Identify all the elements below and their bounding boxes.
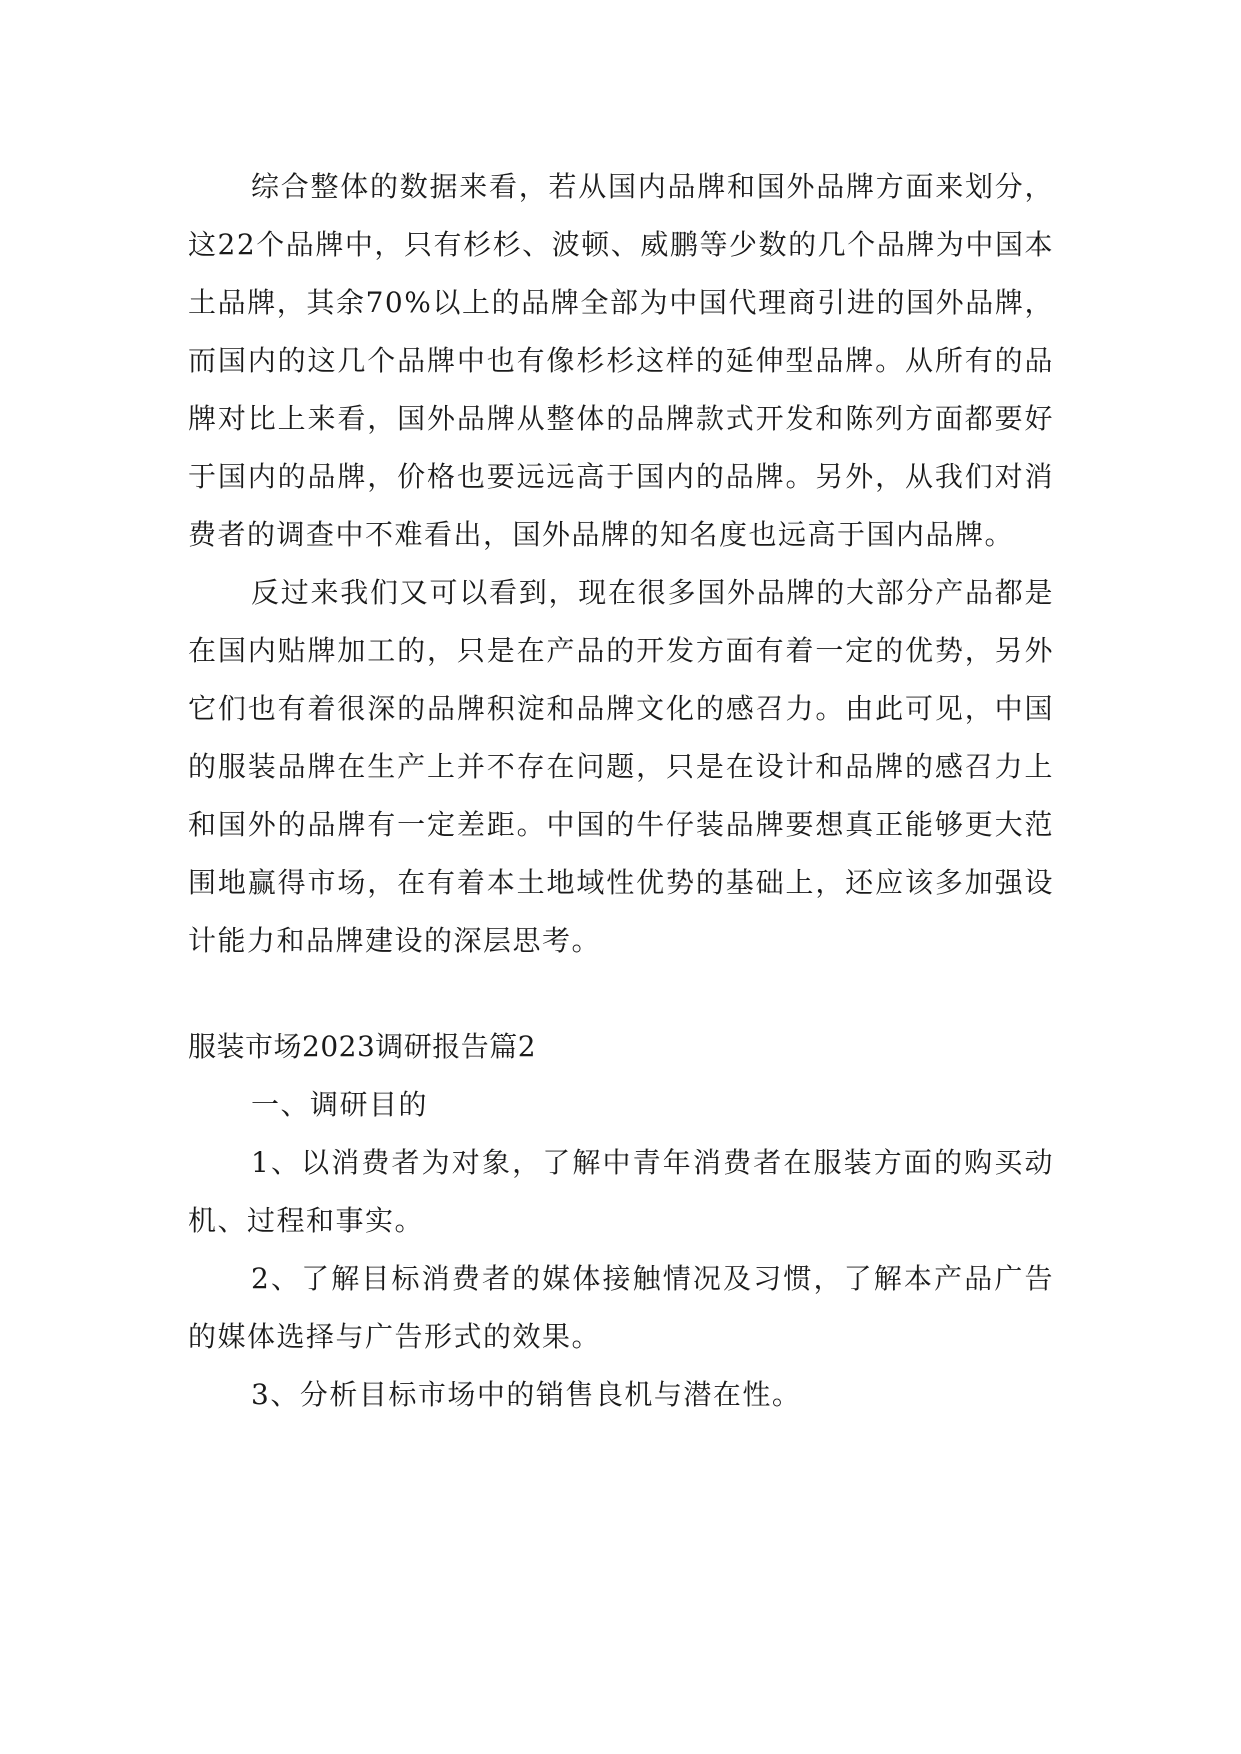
paragraph-brand-comparison: 综合整体的数据来看，若从国内品牌和国外品牌方面来划分，这22个品牌中，只有杉杉、波顿、威鹏等少数的几个品牌为中国本土品牌，其余70%以上的品牌全部为中国代理商引进的国外品牌，而国内的这几个品牌中也有像杉杉这样的延伸型品牌。从所有的品牌对比上来看，国外品牌从整体的品牌款式开发和陈列方面都要好于国内的品牌，价格也要远远高于国内的品牌。另外，从我们对消费者的调查中不难看出，国外品牌的知名度也远高于国内品牌。 [188,170,1054,551]
list-item: 2、了解目标消费者的媒体接触情况及习惯，了解本产品广告的媒体选择与广告形式的效果。 [188,1262,1054,1353]
section-heading: 一、调研目的 [251,1088,429,1121]
paragraph-brand-conclusion: 反过来我们又可以看到，现在很多国外品牌的大部分产品都是在国内贴牌加工的，只是在产品的开发方面有着一定的优势，另外它们也有着很深的品牌积淀和品牌文化的感召力。由此可见，中国的服装品牌在生产上并不存在问题，只是在设计和品牌的感召力上和国外的品牌有一定差距。中国的牛仔装品牌要想真正能够更大范围地赢得市场，在有着本土地域性优势的基础上，还应该多加强设计能力和品牌建设的深层思考。 [188,576,1054,957]
document-body [188,158,1054,1424]
list-item: 3、分析目标市场中的销售良机与潜在性。 [251,1378,802,1411]
list-item: 1、以消费者为对象，了解中青年消费者在服装方面的购买动机、过程和事实。 [188,1146,1054,1237]
section-title: 服装市场2023调研报告篇2 [188,1030,537,1063]
